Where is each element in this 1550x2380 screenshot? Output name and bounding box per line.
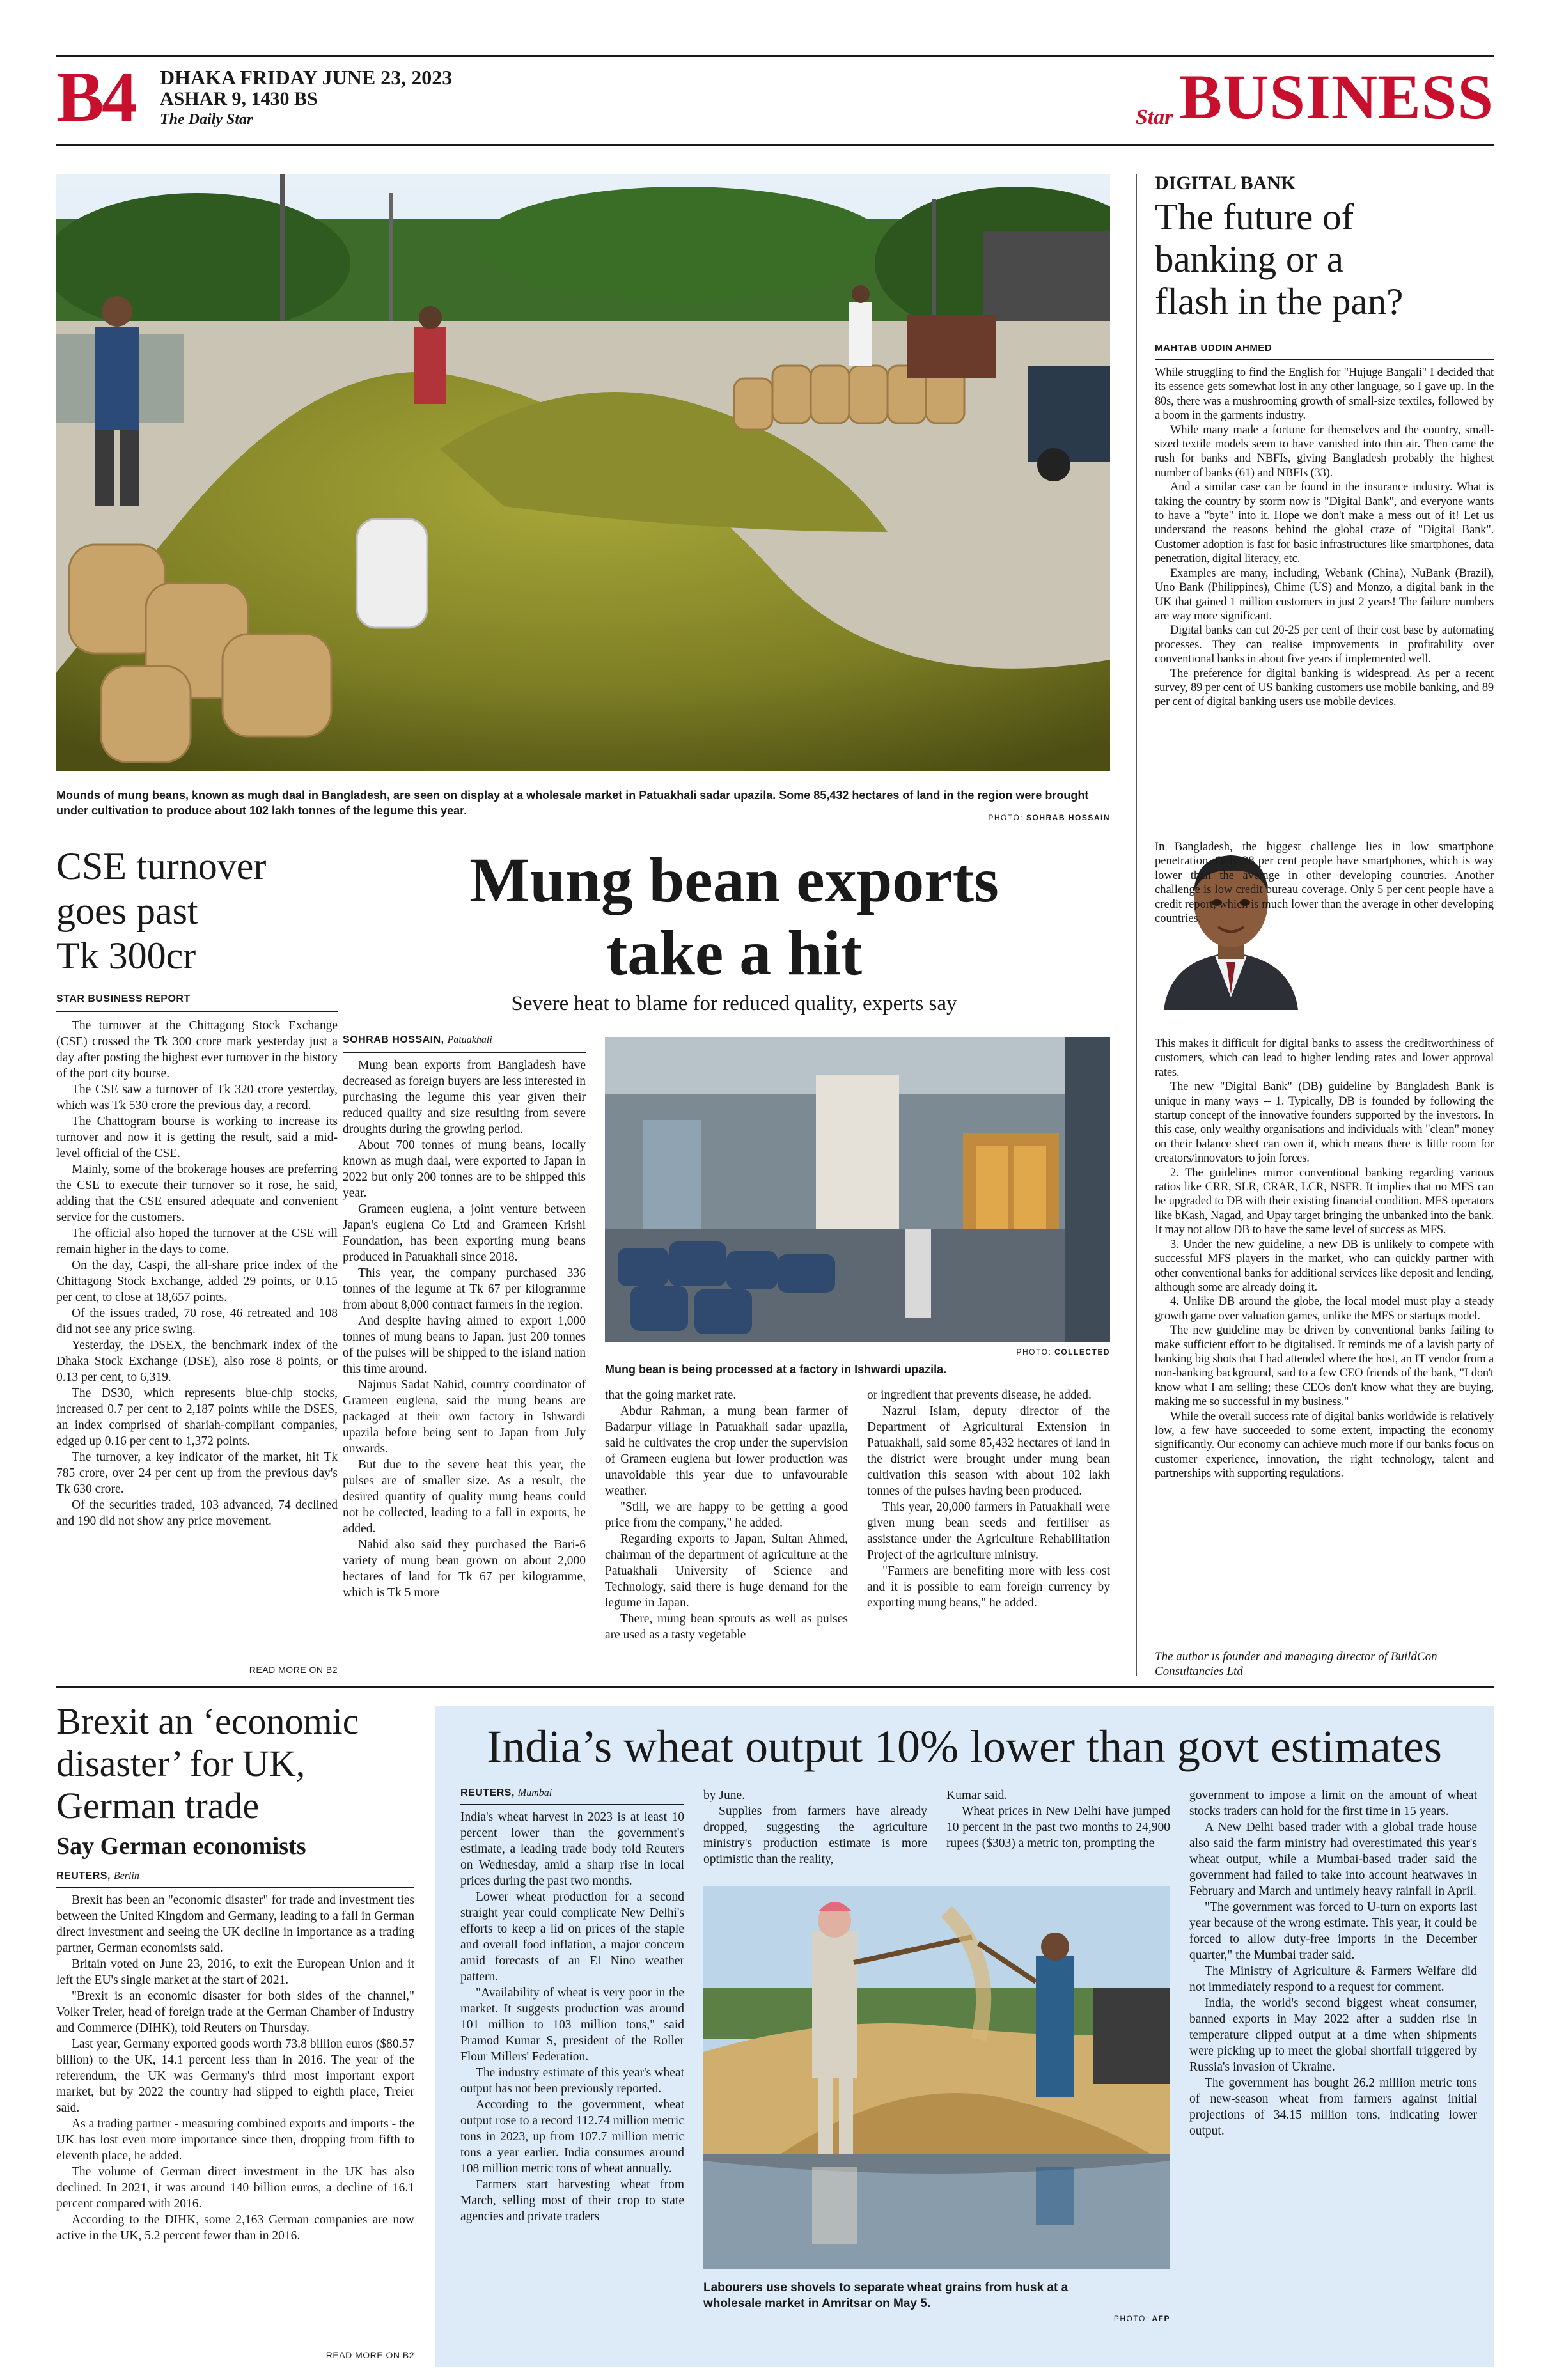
mung-para: Nahid also said they purchased the Bari-6 variety of mung bean grown on about 2,000 hectares of land for Tk 67 per kilogramme, which is Tk 5 more	[343, 1538, 586, 1599]
wheat-para: Wheat prices in New Delhi have jumped 10 percent in the past two months to 24,900 rupees ($303) a metric ton, prompting the	[946, 1805, 1170, 1850]
brexit-headline-line2: disaster’ for UK,	[56, 1743, 306, 1784]
brexit-byline-name: REUTERS,	[56, 1871, 111, 1881]
mung-col-2	[605, 1387, 848, 1643]
dateline: DHAKA FRIDAY JUNE 23, 2023	[160, 66, 453, 89]
digital-para: This makes it difficult for digital banks to assess the creditworthiness of customers, which can lead to higher lending rates and lower approval rates.	[1155, 1038, 1494, 1079]
mung-byline-rule	[343, 1052, 586, 1053]
digital-para: And a similar case can be found in the insurance industry. What is taking the country by storm now is "Digital Bank", and everyone wants to have a "byte" into it. Hope we don't make a mess out of it! Let us understand the reasons behind the global craze of "Digital Bank". Customer adoption is fast for basic infrastructures like smartphones, data penetration, digital literacy, etc.	[1155, 481, 1494, 566]
mung-para: Nazrul Islam, deputy director of the Department of Agricultural Extension in Patuakhali, said some 85,432 hectares of land in the district were brought under mung bean cultivation this season with about 102 lakh tonnes of the pulses having been produced.	[867, 1404, 1110, 1498]
wheat-col-2	[703, 1787, 927, 1867]
cse-para: The CSE saw a turnover of Tk 320 crore yesterday, which was Tk 530 crore the previous day, a record.	[56, 1083, 338, 1112]
wheat-photo-caption: Labourers use shovels to separate wheat grains from husk at a wholesale market in Amritsar on May 5.	[703, 2281, 1069, 2310]
wheat-para: The industry estimate of this year's wheat output has not been previously reported.	[460, 2066, 684, 2096]
mung-headline	[358, 844, 1110, 990]
mung-para: This year, the company purchased 336 tonnes of the legume at Tk 67 per kilogramme from about 8,000 contract farmers in the region.	[343, 1266, 586, 1312]
section-header	[1135, 61, 1494, 132]
mung-deck: Severe heat to blame for reduced quality, experts say	[511, 992, 957, 1015]
cse-headline-line2: goes past	[56, 890, 198, 932]
wheat-byline	[460, 1787, 552, 1799]
cse-para: Yesterday, the DSEX, the benchmark index of the Dhaka Stock Exchange (DSE), also rose 8 points, or 0.13 per cent, to 6,319.	[56, 1339, 338, 1384]
cse-para: The Chattogram bourse is working to increase its turnover and now it is getting the result, said a mid-level official of the CSE.	[56, 1115, 338, 1160]
mung-para: And despite having aimed to export 1,000 tonnes of mung beans to Japan, just 200 tonnes of the pulses will be shipped to the island nation this time around.	[343, 1314, 586, 1376]
digital-body-bottom	[1155, 1037, 1494, 1481]
brexit-para: Brexit has been an "economic disaster" for trade and investment ties between the United Kingdom and Germany, leading to a fall in German direct investment and seeing the UK decline in importance as a trading partner, German economists said.	[56, 1894, 414, 1955]
digital-para: Examples are many, including, Webank (China), NuBank (Brazil), Uno Bank (Philippines), Chime (US) and Monzo, a digital bank in the UK that gained 1 million customers in just 2 years! The failure numbers are way more significant.	[1155, 566, 1494, 623]
wheat-para: The government has bought 26.2 million metric tons of new-season wheat from farmers against initial projections of 34.15 million tons, indicating lower output.	[1189, 2076, 1477, 2138]
wheat-photo	[703, 1886, 1170, 2269]
lead-photo	[56, 174, 1110, 771]
mung-byline-place: Patuakhali	[447, 1034, 492, 1045]
wheat-para: According to the government, wheat output rose to a record 112.74 million metric tons in 2023, up from 107.7 million metric tons a year earlier. India consumes around 108 million metric tons of wheat annually.	[460, 2098, 684, 2175]
digital-para: While the overall success rate of digital banks worldwide is relatively low, a few have succeeded to some extent, impacting the economy significantly. Our economy can achieve much more if our banks focus on customer experience, innovation, the right technology, talent and partnerships with supporting regulations.	[1155, 1410, 1494, 1481]
mung-byline	[343, 1034, 492, 1046]
credit-name: SOHRAB HOSSAIN	[1026, 813, 1110, 822]
wheat-para: by June.	[703, 1789, 745, 1802]
digital-para: The new guideline may be driven by conventional banks failing to make sufficient effort to be digitalised. It reminds me of a lavish party of banking big shots that I had attended where the host, an IT vendor from a non-banking background, said to a few CEO friends of the bank, "I don't know what I am selling; these CEOs don't know what they are buying, making me so successful in my business."	[1155, 1324, 1494, 1409]
digital-headline-line3: flash in the pan?	[1155, 280, 1404, 322]
wheat-para: government to impose a limit on the amount of wheat stocks traders can hold for the first time in 15 years.	[1189, 1789, 1477, 1818]
section-rule	[56, 1686, 1494, 1688]
mung-headline-line2: take a hit	[606, 917, 862, 988]
cse-para: The DS30, which represents blue-chip stocks, increased 0.7 per cent to 2,187 points while the DSES, an index comprised of shariah-compliant companies, edged up 0.16 per cent to 1,372 points.	[56, 1387, 338, 1448]
wheat-para: Kumar said.	[946, 1789, 1008, 1802]
factory-photo	[605, 1037, 1110, 1342]
digital-headline-line2: banking or a	[1155, 238, 1343, 280]
brexit-body	[56, 1892, 414, 2244]
digital-para: Digital banks can cut 20-25 per cent of their cost base by automating processes. They can realise improvements in profitability over conventional banks in about five years if implemented well.	[1155, 624, 1494, 666]
mung-para: that the going market rate.	[605, 1388, 737, 1402]
factory-photo-caption: Mung bean is being processed at a factory in Ishwardi upazila.	[605, 1363, 947, 1376]
wheat-col-4	[1189, 1787, 1477, 2139]
brexit-headline-line3: German trade	[56, 1785, 260, 1826]
cse-para: Of the issues traded, 70 rose, 46 retreated and 108 did not see any price swing.	[56, 1307, 338, 1336]
cse-para: The official also hoped the turnover at the CSE will remain higher in the days to come.	[56, 1227, 338, 1256]
digital-para: The preference for digital banking is widespread. As per a recent survey, 89 per cent of US banking customers use mobile banking, and 89 per cent of digital banking users use mobile devices.	[1155, 667, 1494, 709]
digital-para: The new "Digital Bank" (DB) guideline by Bangladesh Bank is unique in many ways -- 1. Typically, DB is founded by following the startup concept of the innovative founders supported by the investors. In this case, only wealthy organisations and individuals with "clean" money on their balance sheet can own it, which means there is little room for creators/innovators to join forces.	[1155, 1080, 1494, 1165]
wheat-byline-place: Mumbai	[517, 1787, 552, 1798]
factory-photo-credit	[818, 1348, 1110, 1357]
paper-name: The Daily Star	[160, 111, 253, 128]
cse-headline	[56, 844, 338, 978]
wheat-para: A New Delhi based trader with a global trade house also said the farm ministry had overestimated this year's wheat output, while a Mumbai-based trader said the government had failed to take into account heatwaves in February and March and untimely heavy rainfall in April.	[1189, 1821, 1477, 1898]
brexit-para: Britain voted on June 23, 2016, to exit the European Union and it left the EU's single market at the start of 2021.	[56, 1957, 414, 1987]
section-title: BUSINESS	[1179, 61, 1494, 132]
wheat-para: "Availability of wheat is very poor in the market. It suggests production was around 101 million to 103 million tons," said Pramod Kumar S, president of the Roller Flour Millers' Federation.	[460, 1986, 684, 2064]
wheat-labourers-illustration	[703, 1886, 1170, 2269]
mung-para: This year, 20,000 farmers in Patuakhali were given mung bean seeds and fertiliser as assistance under the Agriculture Rehabilitation Project of the agriculture ministry.	[867, 1500, 1110, 1562]
wheat-photo-credit	[1087, 2314, 1170, 2323]
digital-para: 2. The guidelines mirror conventional banking regarding various ratios like CRR, SLR, CRAR, LCR, NSFR. It implies that no MFS can be upgraded to DB with their existing financial condition. MFS operators like bKash, Nagad, and Upay target bringing the unbanked into the bank. It may not allow DB to have the same level of success as MFS.	[1155, 1166, 1494, 1237]
mung-para: Abdur Rahman, a mung bean farmer of Badarpur village in Patuakhali sadar upazila, said he cultivates the crop under the supervision of Grameen euglena but lower production was unavoidable this year due to unfavourable weather.	[605, 1404, 848, 1498]
brexit-byline-place: Berlin	[113, 1871, 139, 1881]
cse-read-more[interactable]: READ MORE ON B2	[249, 1665, 338, 1675]
brexit-deck: Say German economists	[56, 1833, 306, 1860]
brexit-para: As a trading partner - measuring combined exports and imports - the UK has lost even more importance since then, dropping from fifth to eleventh place, he added.	[56, 2117, 414, 2163]
mung-col-1	[343, 1057, 586, 1601]
credit-label: PHOTO:	[1016, 1348, 1052, 1357]
cse-body	[56, 1018, 338, 1529]
digital-headline-line1: The future of	[1155, 196, 1354, 238]
wheat-byline-rule	[460, 1804, 684, 1805]
wheat-headline: India’s wheat output 10% lower than govt estimates	[487, 1721, 1442, 1772]
wheat-byline-name: REUTERS,	[460, 1787, 515, 1798]
wheat-para: Farmers start harvesting wheat from March, selling most of their crop to state agencies and private traders	[460, 2178, 684, 2223]
mung-market-illustration	[56, 174, 1110, 771]
brexit-para: The volume of German direct investment in the UK has also declined. In 2021, it was around 140 billion euros, a decline of 16.1 percent compared with 2016.	[56, 2165, 414, 2211]
mung-para: Mung bean exports from Bangladesh have decreased as foreign buyers are less interested in purchasing the legume this year given their reduced quality and size resulting from severe droughts during the growing period.	[343, 1059, 586, 1136]
cse-byline: STAR BUSINESS REPORT	[56, 993, 191, 1004]
digital-kicker: DIGITAL BANK	[1155, 173, 1296, 194]
cse-para: Of the securities traded, 103 advanced, 74 declined and 190 did not show any price movement.	[56, 1498, 338, 1528]
top-rule	[56, 55, 1494, 57]
wheat-para: Supplies from farmers have already dropped, suggesting the agriculture ministry's production estimate is more optimistic than the reality,	[703, 1805, 927, 1866]
digital-wrap-text: In Bangladesh, the biggest challenge lies in low smartphone penetration. Only 28 per cent people have smartphones, which is way lower than the average in other developing countries. Another challenge is low credit bureau coverage. Only 5 per cent people have a credit report, which is much lower than the average in other developing countries.	[1155, 841, 1494, 926]
cse-para: The turnover, a key indicator of the market, hit Tk 785 crore, over 24 per cent up from the previous day's Tk 630 crore.	[56, 1451, 338, 1496]
mung-para: Regarding exports to Japan, Sultan Ahmed, chairman of the department of agriculture at the Patuakhali University of Science and Technology, said there is huge demand for the legume in Japan.	[605, 1532, 848, 1610]
digital-para: 3. Under the new guideline, a new DB is unlikely to compete with successful MFS players in the market, who can quickly partner with other conventional banks for additional services like deposit and lending, although some are already doing it.	[1155, 1238, 1494, 1294]
cse-para: On the day, Caspi, the all-share price index of the Chittagong Stock Exchange, added 29 points, or 0.15 per cent, to close at 18,657 points.	[56, 1259, 338, 1304]
mung-col-3	[867, 1387, 1110, 1611]
mung-headline-line1: Mung bean exports	[469, 844, 999, 915]
wheat-para: "The government was forced to U-turn on exports last year because of the wrong estimate. This year, it could be forced to allow duty-free imports in the December quarter," the Mumbai trader said.	[1189, 1901, 1477, 1962]
brexit-para: "Brexit is an economic disaster for both sides of the channel," Volker Treier, head of foreign trade at the German Chamber of Industry and Commerce (DIHK), told Reuters on Thursday.	[56, 1989, 414, 2035]
brexit-byline-rule	[56, 1887, 414, 1888]
digital-footnote: The author is founder and managing director of BuildCon Consultancies Ltd	[1155, 1650, 1437, 1678]
credit-name: AFP	[1152, 2314, 1170, 2323]
credit-label: PHOTO:	[1113, 2314, 1149, 2323]
mung-para: Najmus Sadat Nahid, country coordinator of Grameen euglena, said the mung beans are packaged at their own factory in Ishwardi upazila before being sent to Japan from July onwards.	[343, 1378, 586, 1456]
masthead-info	[160, 66, 452, 129]
brexit-para: Last year, Germany exported goods worth 73.8 billion euros ($80.57 billion) to the UK, 14.1 percent less than in 2016. The year of the referendum, the UK was Germany's third most important export market, but by 2022 the country had slipped to eighth place, Treier said.	[56, 2037, 414, 2115]
masthead-rule	[56, 144, 1494, 146]
mung-para: But due to the severe heat this year, the pulses are of smaller size. As a result, the desired quantity of quality mung beans could not be collected, leading to a fall in exports, he added.	[343, 1458, 586, 1536]
digital-para: While many made a fortune for themselves and the country, small-sized textile models seem to have vanished into thin air. Then came the rush for banks and NBFIs, giving Bangladesh probably the highest number of banks (61) and NBFIs (33).	[1155, 423, 1494, 479]
mung-para: or ingredient that prevents disease, he added.	[867, 1388, 1092, 1402]
credit-name: COLLECTED	[1054, 1348, 1110, 1357]
mung-byline-name: SOHRAB HOSSAIN,	[343, 1034, 444, 1045]
star-logo: Star	[1135, 105, 1173, 129]
digital-byline: MAHTAB UDDIN AHMED	[1155, 343, 1272, 354]
digital-para: 4. Unlike DB around the globe, the local model must play a steady growth game over valuation games, unlike the MFS or startups model.	[1155, 1295, 1494, 1323]
cse-headline-line1: CSE turnover	[56, 845, 267, 887]
cse-headline-line3: Tk 300cr	[56, 935, 196, 977]
cse-para: The turnover at the Chittagong Stock Exchange (CSE) crossed the Tk 300 crore mark yesterday just a day after posting the highest ever turnover in the history of the port city bourse.	[56, 1019, 338, 1080]
factory-illustration	[605, 1037, 1110, 1342]
brexit-para: According to the DIHK, some 2,163 German companies are now active in the UK, 5.2 percent fewer than in 2016.	[56, 2213, 414, 2243]
wheat-col-1	[460, 1809, 684, 2225]
brexit-read-more[interactable]: READ MORE ON B2	[325, 2350, 414, 2360]
brexit-byline	[56, 1871, 139, 1882]
digital-body-top	[1155, 366, 1494, 710]
lead-photo-caption: Mounds of mung beans, known as mugh daal in Bangladesh, are seen on display at a wholesale market in Patuakhali sadar upazila. Some 85,432 hectares of land in the region were brought under cultivation to produce about 102 lakh tonnes of the legume this year.	[56, 789, 1089, 817]
wheat-col-3	[946, 1787, 1170, 1851]
digital-headline	[1155, 196, 1494, 322]
brexit-headline	[56, 1700, 414, 1827]
mung-para: "Still, we are happy to be getting a good price from the company," he added.	[605, 1500, 848, 1530]
credit-label: PHOTO:	[988, 813, 1024, 822]
digital-para: While struggling to find the English for "Hujuge Bangali" I decided that its essence gets somewhat lost in any other language, so I gave up. In the 80s, there was a mushrooming growth of small-size textiles, followed by a boom in the garments industry.	[1155, 366, 1494, 423]
wheat-para: India's wheat harvest in 2023 is at least 10 percent lower than the government's estimate, a leading trade body told Reuters on Wednesday, amid a sharp rise in local prices during the past two months.	[460, 1810, 684, 1888]
wheat-para: Lower wheat production for a second straight year could complicate New Delhi's efforts to keep a lid on prices of the staple and overall food inflation, a major concern amid forecasts of an El Nino weather pattern.	[460, 1890, 684, 1984]
wheat-para: India, the world's second biggest wheat consumer, banned exports in May 2022 after a sudden rise in temperature clipped output at a time when shipments were picking up to meet the global shortfall triggered by Russia's invasion of Ukraine.	[1189, 1996, 1477, 2074]
mung-para: About 700 tonnes of mung beans, locally known as mugh daal, were exported to Japan in 2022 but only 200 tonnes are to be shipped this year.	[343, 1139, 586, 1200]
wheat-para: The Ministry of Agriculture & Farmers Welfare did not immediately respond to a request for comment.	[1189, 1964, 1477, 1994]
mung-para: Grameen euglena, a joint venture between Japan's euglena Co Ltd and Grameen Krishi Foundation, has been exporting mung beans produced in Patuakhali since 2018.	[343, 1202, 586, 1264]
digital-byline-rule	[1155, 359, 1494, 360]
bangla-date: ASHAR 9, 1430 BS	[160, 88, 318, 109]
cse-byline-rule	[56, 1011, 338, 1012]
brexit-headline-line1: Brexit an ‘economic	[56, 1700, 359, 1742]
page-number: B4	[56, 58, 135, 137]
mung-para: There, mung bean sprouts as well as pulses are used as a tasty vegetable	[605, 1612, 848, 1642]
lead-photo-credit	[818, 813, 1110, 822]
mung-para: "Farmers are benefiting more with less cost and it is possible to earn foreign currency by exporting mung beans," he added.	[867, 1564, 1110, 1610]
cse-para: Mainly, some of the brokerage houses are preferring the CSE to execute their turnover so it rose, he said, adding that the CSE ensured adequate and convenient service for the customers.	[56, 1163, 338, 1224]
column-divider	[1136, 174, 1137, 1676]
